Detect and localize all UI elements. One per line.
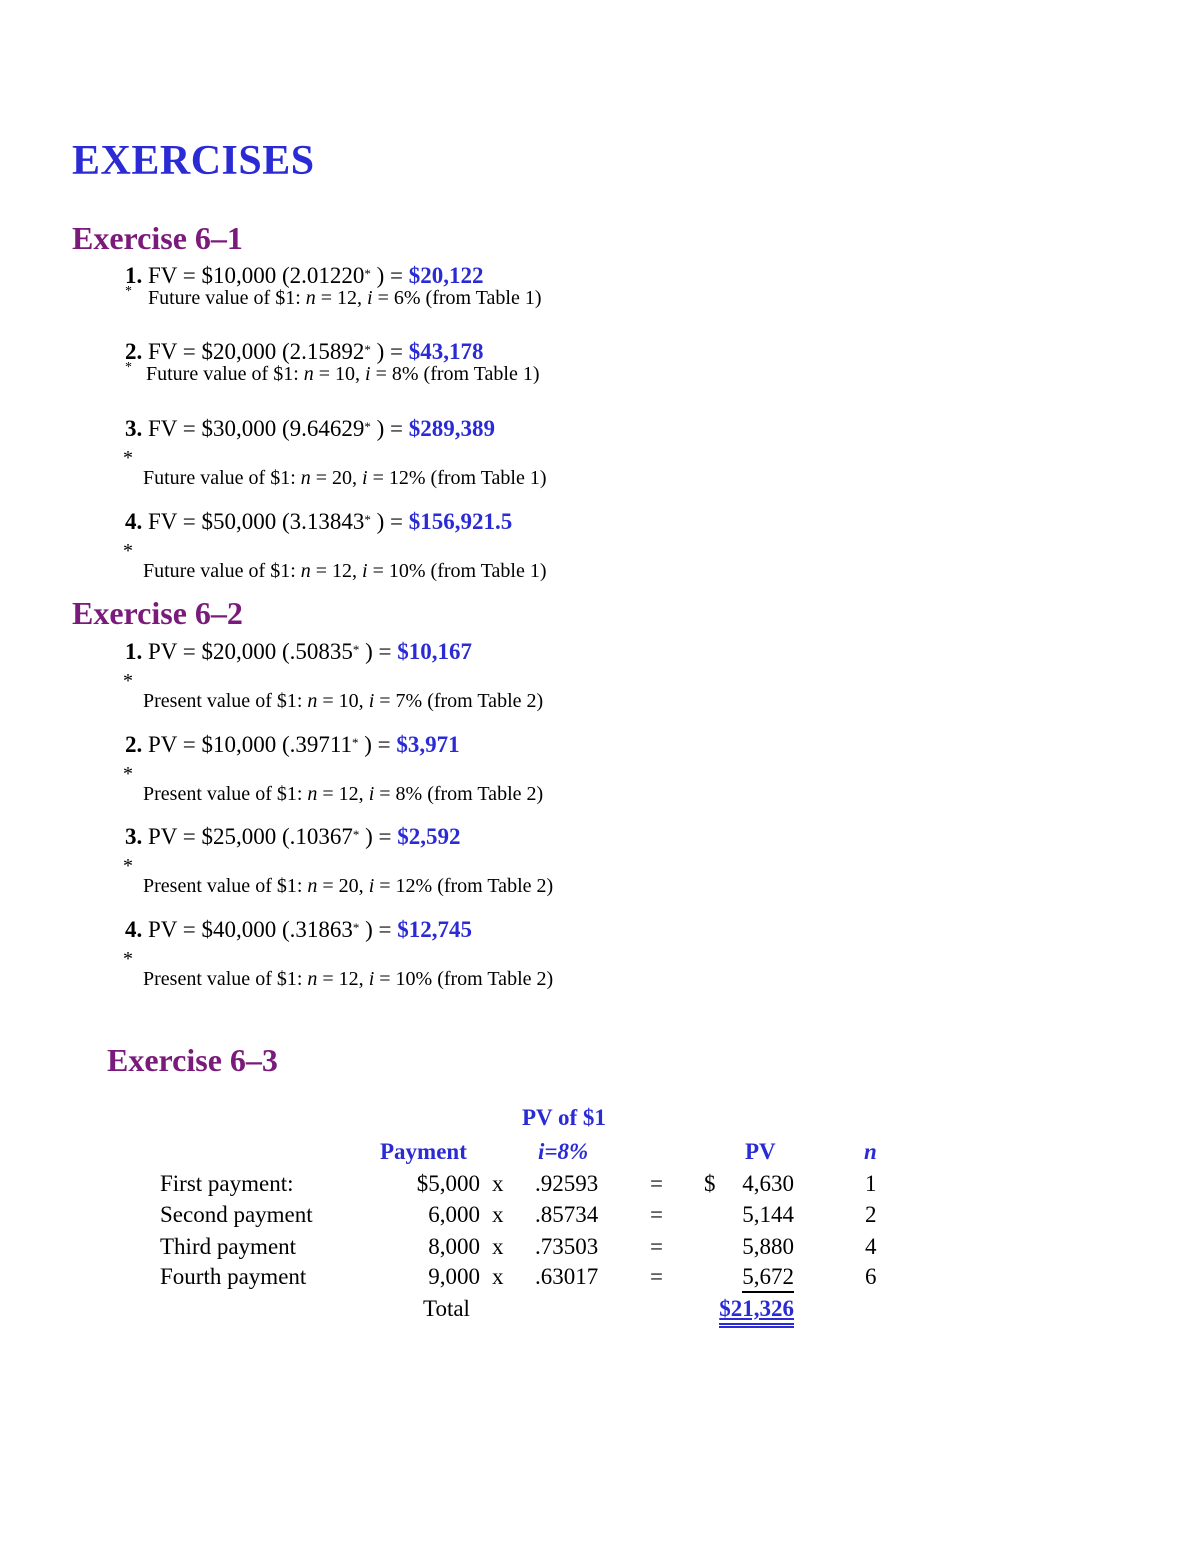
- answer: $10,167: [397, 639, 473, 664]
- header-payment: Payment: [380, 1139, 467, 1164]
- footnote: Future value of $1: n = 12, i = 6% (from Table 1): [148, 287, 542, 309]
- equation: 3. FV = $30,000 (9.64629* ) = $289,389: [125, 416, 496, 441]
- equation: 2. PV = $10,000 (.39711* ) = $3,971: [125, 732, 460, 757]
- row-x: x: [492, 1171, 504, 1196]
- row-label: Fourth payment: [160, 1264, 307, 1289]
- asterisk-marker: *: [123, 670, 133, 692]
- row-x: x: [492, 1234, 504, 1259]
- row-payment: 6,000: [428, 1202, 480, 1227]
- row-equals: =: [650, 1171, 663, 1196]
- exercise-6-2-item-1: [125, 640, 825, 663]
- exercise-6-1-item-3: [125, 417, 825, 440]
- footnote: Present value of $1: n = 12, i = 10% (from Table 2): [143, 968, 554, 990]
- row-equals: =: [650, 1202, 663, 1227]
- equation: 4. FV = $50,000 (3.13843* ) = $156,921.5: [125, 509, 513, 534]
- asterisk-marker: *: [123, 855, 133, 877]
- row-pv: 5,672: [714, 1265, 794, 1288]
- page-title: EXERCISES: [72, 138, 315, 184]
- row-factor: .92593: [535, 1171, 599, 1196]
- row-label: Third payment: [160, 1234, 297, 1259]
- asterisk-marker: *: [125, 284, 132, 299]
- row-factor: .73503: [535, 1234, 599, 1259]
- row-factor: .63017: [535, 1264, 599, 1289]
- row-label: Second payment: [160, 1202, 313, 1227]
- row-n: 4: [865, 1234, 877, 1259]
- asterisk-marker: *: [125, 360, 132, 375]
- answer: $3,971: [396, 732, 460, 757]
- row-pv: 5,880: [742, 1234, 794, 1259]
- row-n: 6: [865, 1264, 877, 1289]
- asterisk-marker: *: [123, 763, 133, 785]
- row-equals: =: [650, 1264, 663, 1289]
- row-n: 2: [865, 1202, 877, 1227]
- equation: 3. PV = $25,000 (.10367* ) = $2,592: [125, 824, 461, 849]
- row-factor: .85734: [535, 1202, 599, 1227]
- footnote: Present value of $1: n = 20, i = 12% (from Table 2): [143, 875, 554, 897]
- row-payment: 8,000: [428, 1234, 480, 1259]
- footnote: Future value of $1: n = 10, i = 8% (from Table 1): [146, 363, 540, 385]
- footnote: Future value of $1: n = 12, i = 10% (from Table 1): [143, 560, 547, 582]
- row-equals: =: [650, 1234, 663, 1259]
- exercise-6-2-item-3: [125, 825, 825, 848]
- header-rate: i=8%: [538, 1139, 589, 1164]
- exercise-6-2-item-2: [125, 733, 825, 756]
- row-payment: 9,000: [428, 1264, 480, 1289]
- row-x: x: [492, 1202, 504, 1227]
- total-label: Total: [423, 1296, 470, 1321]
- asterisk-marker: *: [123, 948, 133, 970]
- row-pv: 5,144: [742, 1202, 794, 1227]
- exercise-6-1-heading: Exercise 6–1: [72, 220, 243, 256]
- equation: 4. PV = $40,000 (.31863* ) = $12,745: [125, 917, 473, 942]
- header-pv: PV: [745, 1139, 776, 1164]
- exercise-6-1-item-2: [125, 340, 825, 363]
- equation: 2. FV = $20,000 (2.15892* ) = $43,178: [125, 339, 484, 364]
- answer: $289,389: [408, 416, 496, 441]
- exercise-6-2-item-4: [125, 918, 825, 941]
- asterisk-marker: *: [123, 447, 133, 469]
- exercise-6-1-item-4: [125, 510, 825, 533]
- asterisk-marker: *: [123, 540, 133, 562]
- exercise-6-3-heading: Exercise 6–3: [107, 1042, 278, 1078]
- row-label: First payment:: [160, 1171, 294, 1196]
- answer: $20,122: [408, 263, 484, 288]
- equation: 1. FV = $10,000 (2.01220* ) = $20,122: [125, 263, 484, 288]
- answer: $12,745: [397, 917, 473, 942]
- answer: $2,592: [397, 824, 461, 849]
- exercise-6-1-item-1: [125, 264, 825, 287]
- exercise-6-2-heading: Exercise 6–2: [72, 595, 243, 631]
- answer: $43,178: [408, 339, 484, 364]
- total-value: $21,326: [694, 1297, 794, 1320]
- row-payment: $5,000: [416, 1171, 480, 1196]
- row-dollar: $: [704, 1171, 716, 1196]
- answer: $156,921.5: [408, 509, 513, 534]
- header-n: n: [864, 1139, 877, 1164]
- row-pv: 4,630: [742, 1171, 794, 1196]
- footnote: Present value of $1: n = 10, i = 7% (from Table 2): [143, 690, 544, 712]
- header-pv-of-1: PV of $1: [522, 1105, 606, 1130]
- footnote: Future value of $1: n = 20, i = 12% (from Table 1): [143, 467, 547, 489]
- row-x: x: [492, 1264, 504, 1289]
- equation: 1. PV = $20,000 (.50835* ) = $10,167: [125, 639, 473, 664]
- row-n: 1: [865, 1171, 877, 1196]
- footnote: Present value of $1: n = 12, i = 8% (from Table 2): [143, 783, 544, 805]
